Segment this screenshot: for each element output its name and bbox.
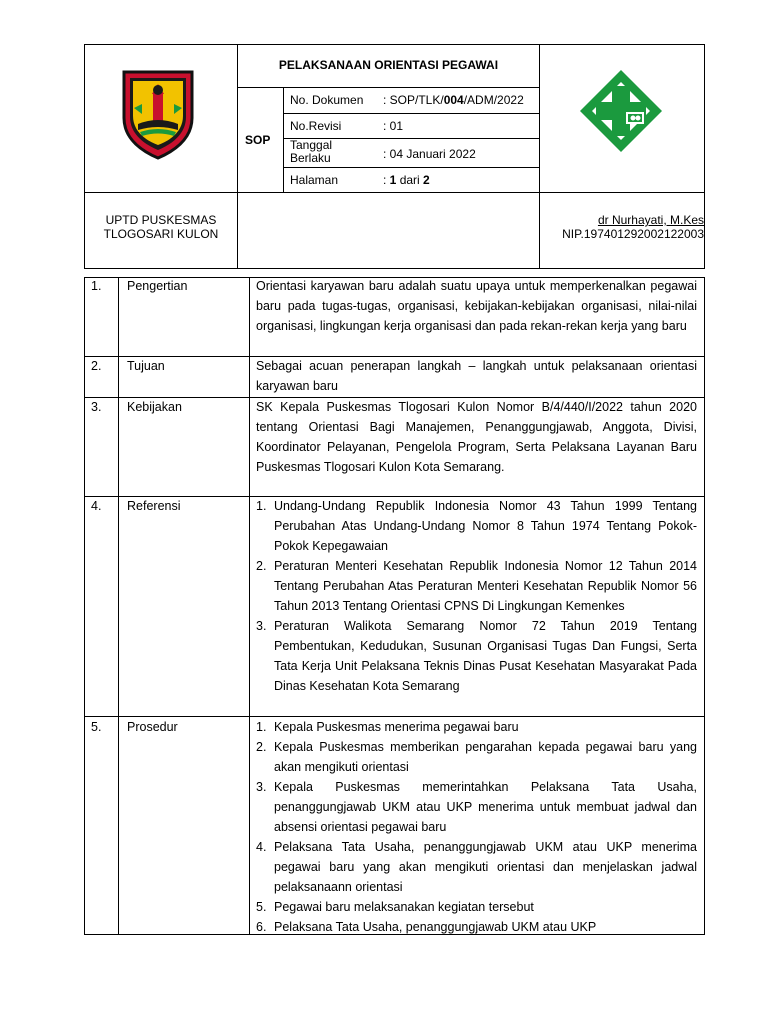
field-value-effective-date: : 04 Januari 2022 bbox=[383, 147, 476, 161]
field-value-page: : 1 dari 2 bbox=[383, 173, 430, 187]
list-item: 4. Pelaksana Tata Usaha, penanggungjawab UKM atau UKP menerima pegawai baru yang akan mengikuti orientasi dan menjelaskan jadwal pelaksanaann orientasi bbox=[256, 840, 697, 894]
section-label-prosedur: Prosedur bbox=[127, 720, 178, 734]
section-label-kebijakan: Kebijakan bbox=[127, 400, 182, 414]
section-text-pengertian: Orientasi karyawan baru adalah suatu upaya untuk memperkenalkan pegawai baru pada tugas-tugas, organisasi, kebijakan-kebijakan organisasi, nilai-nilai organisasi, lingkungan kerja organisasi dan pada rekan-rekan kerja yang baru bbox=[256, 279, 697, 333]
field-label-document-number: No. Dokumen bbox=[290, 93, 364, 107]
list-item: 2. Peraturan Menteri Kesehatan Republik Indonesia Nomor 12 Tahun 2014 Tentang Perubahan Atas Peraturan Menteri Kesehatan Republik Nomor 56 Tahun 2013 Tentang Orientasi CPNS Di Lingkungan Kemenkes bbox=[256, 559, 697, 613]
field-value-revision: : 01 bbox=[383, 119, 404, 133]
organization-name: UPTD PUSKESMAS TLOGOSARI KULON bbox=[103, 213, 219, 241]
field-label-effective-date: Tanggal Berlaku bbox=[290, 138, 333, 165]
list-item: 3. Peraturan Walikota Semarang Nomor 72 Tahun 2019 Tentang Pembentukan, Kedudukan, Susunan Organisasi Tugas Dan Fungsi, Serta Tata Kerja Unit Pelaksana Teknis Dinas Pusat Kesehatan Masyarakat Pada Dinas Kesehatan Kota Semarang bbox=[256, 619, 697, 693]
section-text-tujuan: Sebagai acuan penerapan langkah – langkah untuk pelaksanaan orientasi karyawan baru bbox=[256, 359, 697, 393]
section-list-prosedur bbox=[256, 717, 697, 937]
field-label-page: Halaman bbox=[290, 173, 339, 187]
field-value-document-number: : SOP/TLK/004/ADM/2022 bbox=[383, 93, 524, 107]
section-label-referensi: Referensi bbox=[127, 499, 181, 513]
city-coat-of-arms-logo bbox=[120, 68, 196, 160]
document-title: PELAKSANAAN ORIENTASI PEGAWAI bbox=[278, 58, 499, 72]
section-label-pengertian: Pengertian bbox=[127, 279, 188, 293]
list-item: 1. Kepala Puskesmas menerima pegawai baru bbox=[256, 720, 519, 734]
section-number: 2. bbox=[91, 359, 102, 373]
section-number: 3. bbox=[91, 400, 102, 414]
signer-block bbox=[540, 213, 704, 241]
sop-label: SOP bbox=[245, 133, 271, 147]
signer-nip: NIP.197401292002122003 bbox=[562, 227, 704, 241]
list-item: 1. Undang-Undang Republik Indonesia Nomor 43 Tahun 1999 Tentang Perubahan Atas Undang-Undang Nomor 8 Tahun 1974 Tentang Pokok-Pokok Kepegawaian bbox=[256, 499, 697, 553]
section-number: 1. bbox=[91, 279, 102, 293]
list-item: 5. Pegawai baru melaksanakan kegiatan tersebut bbox=[256, 900, 534, 914]
signer-name: dr Nurhayati, M.Kes bbox=[597, 213, 704, 227]
section-text-kebijakan: SK Kepala Puskesmas Tlogosari Kulon Nomor B/4/440/I/2022 tahun 2020 tentang Orientasi Bagi Manajemen, Penanggungjawab, Anggota, Divisi, Koordinator Pelayanan, Pengelola Program, Serta Pelaksana Layanan Baru Puskesmas Tlogosari Kulon Kota Semarang. bbox=[256, 400, 697, 474]
list-item: 3. Kepala Puskesmas memerintahkan Pelaksana Tata Usaha, penanggungjawab UKM atau UKP menerima untuk membuat jadwal dan absensi orientasi pegawai baru bbox=[256, 780, 697, 834]
field-label-revision: No.Revisi bbox=[290, 119, 342, 133]
list-item: 6. Pelaksana Tata Usaha, penanggungjawab UKM atau UKP bbox=[256, 920, 597, 934]
section-list-referensi bbox=[256, 496, 697, 696]
section-number: 5. bbox=[91, 720, 102, 734]
section-label-tujuan: Tujuan bbox=[127, 359, 165, 373]
puskesmas-logo bbox=[578, 68, 664, 154]
list-item: 2. Kepala Puskesmas memberikan pengarahan kepada pegawai baru yang akan mengikuti orientasi bbox=[256, 740, 697, 774]
section-number: 4. bbox=[91, 499, 102, 513]
